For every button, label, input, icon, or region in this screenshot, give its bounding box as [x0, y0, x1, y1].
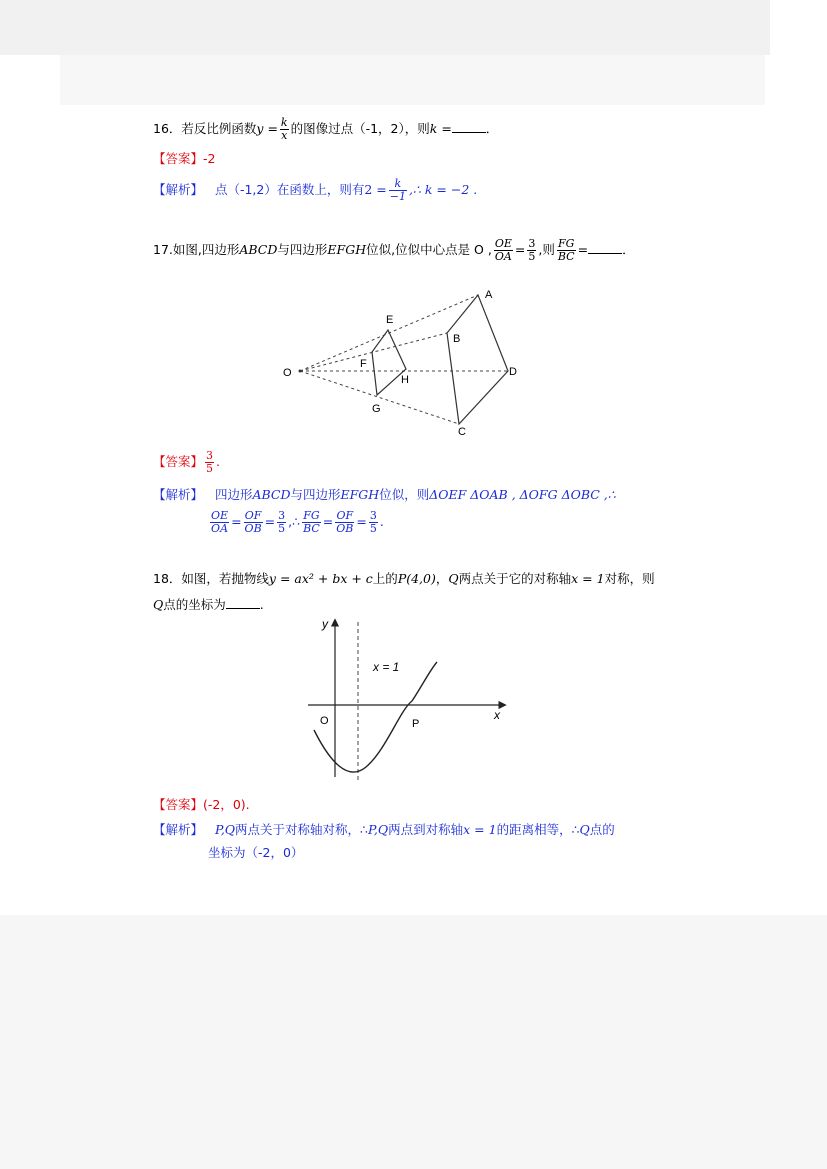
q17-question: 17.如图,四边形ABCD与四边形EFGH位似,位似中心点是 O , $\frac{OE}{OA}$ = $\frac{3}{5}$ ,则 $\frac{FG}{BC}$ = ． [153, 237, 635, 263]
label-c: C [458, 426, 466, 438]
label-d: D [509, 366, 517, 378]
label-p: P [412, 718, 420, 730]
label-axis: x = 1 [373, 660, 400, 674]
q18-question-line1: 18．如图，若抛物线y = ax² + bx + c上的P(4,0)，Q两点关于它的对称轴x = 1对称，则 [153, 571, 655, 586]
q17-analysis-line2: $\frac{OE}{OA}$ = $\frac{OF}{OB}$ = $\frac{3}{5}$ ,∴ $\frac{FG}{BC}$ = $\frac{OF}{OB}$ = $\frac{3}{5}$ . [211, 509, 384, 535]
label-origin: O [320, 715, 329, 727]
bottom-gray-area [0, 915, 827, 1169]
q17-fraction-oe-oa: $\frac{OE}{OA}$ [494, 237, 512, 263]
q16-analysis-fraction: $\frac{k}{-1}$ [389, 177, 406, 203]
q18-question-line2: Q点的坐标为 . [153, 597, 264, 612]
label-a: A [485, 289, 493, 301]
ray-oc [300, 371, 459, 424]
q16-answer: 【答案】-2 [153, 151, 216, 166]
frac-3-5-b: $\frac{3}{5}$ [369, 509, 377, 535]
q17-similarity-diagram [275, 285, 535, 440]
label-o: O [283, 367, 292, 379]
frac-fg-bc: $\frac{FG}{BC}$ [303, 509, 320, 535]
frac-3-5-a: $\frac{3}{5}$ [278, 509, 286, 535]
frac-of-ob-b: $\frac{OF}{OB}$ [336, 509, 354, 535]
q17-fraction-3-5: $\frac{3}{5}$ [528, 237, 536, 263]
q17-fraction-fg-bc: $\frac{FG}{BC}$ [557, 237, 575, 263]
point-o [299, 370, 302, 373]
q17-answer-fraction: $\frac{3}{5}$ [206, 449, 214, 475]
q16-blank [452, 120, 486, 133]
label-g: G [372, 403, 381, 415]
label-e: E [386, 314, 394, 326]
label-b: B [453, 333, 461, 345]
q18-blank [226, 596, 260, 609]
frac-of-ob: $\frac{OF}{OB}$ [244, 509, 262, 535]
q18-parabola-graph [300, 612, 520, 784]
q18-answer: 【答案】(-2，0). [153, 797, 250, 812]
q17-analysis-line1: 【解析】 四边形ABCD与四边形EFGH位似，则ΔOEF ΔOAB , ΔOFG ΔOBC ,∴ [153, 487, 616, 502]
label-h: H [401, 374, 409, 386]
q18-analysis-line1: 【解析】 P,Q两点关于对称轴对称，∴P,Q两点到对称轴x = 1的距离相等，∴Q点的 [153, 822, 615, 837]
q16-analysis: 【解析】 点（-1,2）在函数上，则有2 = $\frac{k}{-1}$ ,∴ k = −2 . [153, 177, 478, 203]
quad-abcd [447, 295, 508, 424]
q17-blank [588, 241, 622, 254]
q18-analysis-line2: 坐标为（-2，0） [208, 845, 304, 860]
label-f: F [360, 358, 367, 370]
q17-answer: 【答案】 $\frac{3}{5}$ . [153, 449, 220, 475]
q16-question: 16．若反比例函数y = $\frac{k}{x}$ 的图像过点（-1，2），则k = ． [153, 116, 499, 142]
frac-oe-oa: $\frac{OE}{OA}$ [211, 509, 229, 535]
label-x: x [494, 708, 500, 722]
top-gray-band-inner [60, 55, 765, 105]
q16-fraction: $\frac{k}{x}$ [280, 116, 288, 142]
label-y: y [322, 617, 328, 631]
top-gray-band [0, 0, 770, 55]
